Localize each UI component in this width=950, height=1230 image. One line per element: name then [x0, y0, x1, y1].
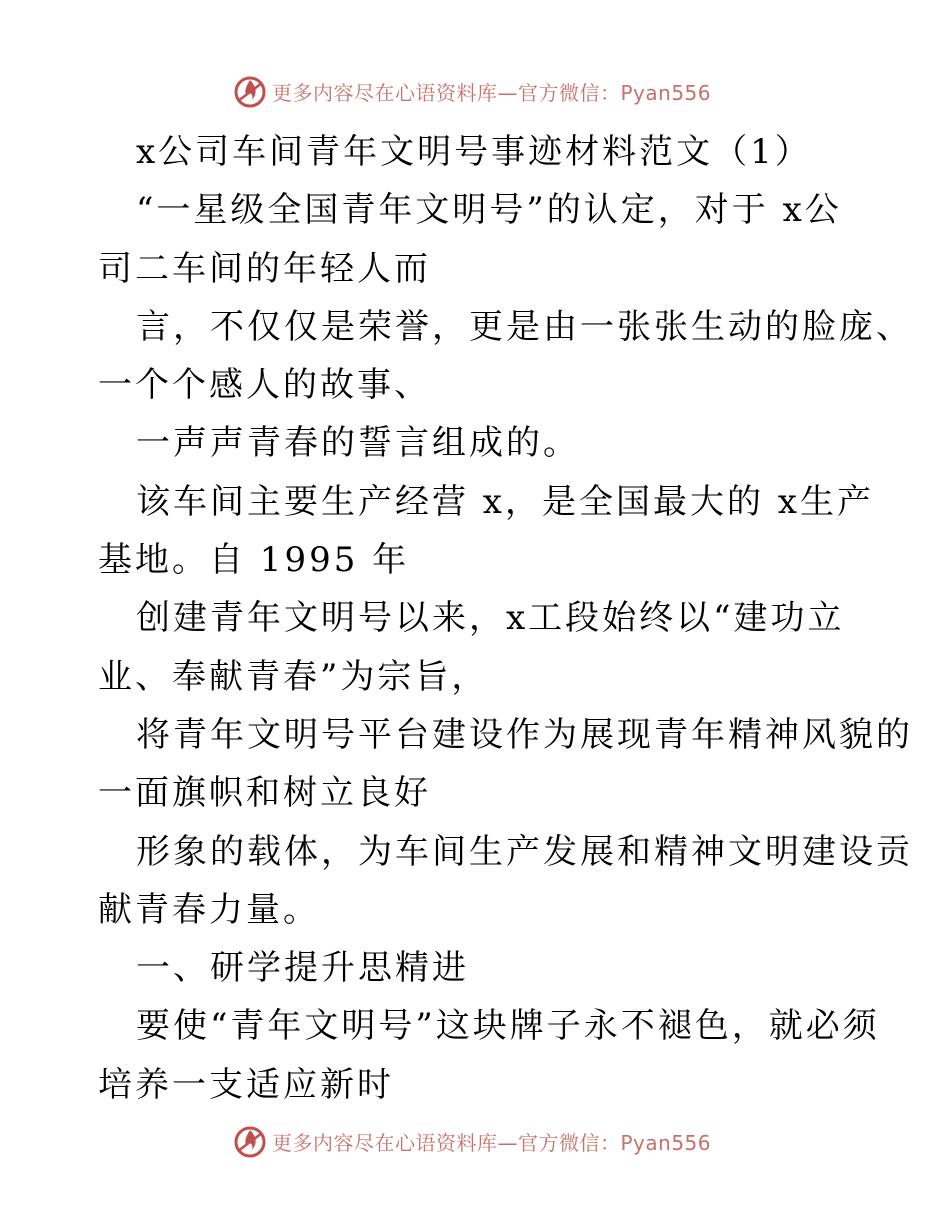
text-line: 基地。自 1995 年	[98, 540, 410, 581]
flame-logo-icon	[232, 73, 268, 109]
header-watermark	[232, 72, 711, 110]
text-line: 献青春力量。	[98, 889, 320, 930]
section-heading: 一、研学提升思精进	[136, 948, 469, 989]
text-line: 一声声青春的誓言组成的。	[136, 423, 580, 464]
text-line: 业、奉献青春”为宗旨，	[98, 656, 489, 697]
text-line: 创建青年文明号以来，x工段始终以“建功立	[136, 598, 845, 639]
text-line: 司二车间的年轻人而	[98, 248, 431, 289]
footer-watermark	[232, 1122, 711, 1160]
watermark-text: 更多内容尽在心语资料库—官方微信：Pyan556	[272, 1130, 712, 1155]
text-line: 一个个感人的故事、	[98, 365, 431, 406]
document-title: x公司车间青年文明号事迹材料范文（1）	[136, 132, 812, 172]
text-line: 将青年文明号平台建设作为展现青年精神风貌的	[136, 714, 913, 755]
text-line: “一星级全国青年文明号”的认定，对于 x公	[136, 190, 842, 231]
watermark-text: 更多内容尽在心语资料库—官方微信：Pyan556	[272, 80, 712, 105]
text-line: 要使“青年文明号”这块牌子永不褪色，就必须	[136, 1006, 880, 1047]
document-body	[98, 123, 913, 1114]
flame-logo-icon	[232, 1123, 268, 1159]
text-line: 言，不仅仅是荣誉，更是由一张张生动的脸庞、	[136, 306, 913, 347]
text-line: 形象的载体，为车间生产发展和精神文明建设贡	[136, 831, 913, 872]
text-line: 该车间主要生产经营 x，是全国最大的 x生产	[136, 481, 874, 522]
text-line: 培养一支适应新时	[98, 1064, 394, 1105]
text-line: 一面旗帜和树立良好	[98, 773, 431, 814]
